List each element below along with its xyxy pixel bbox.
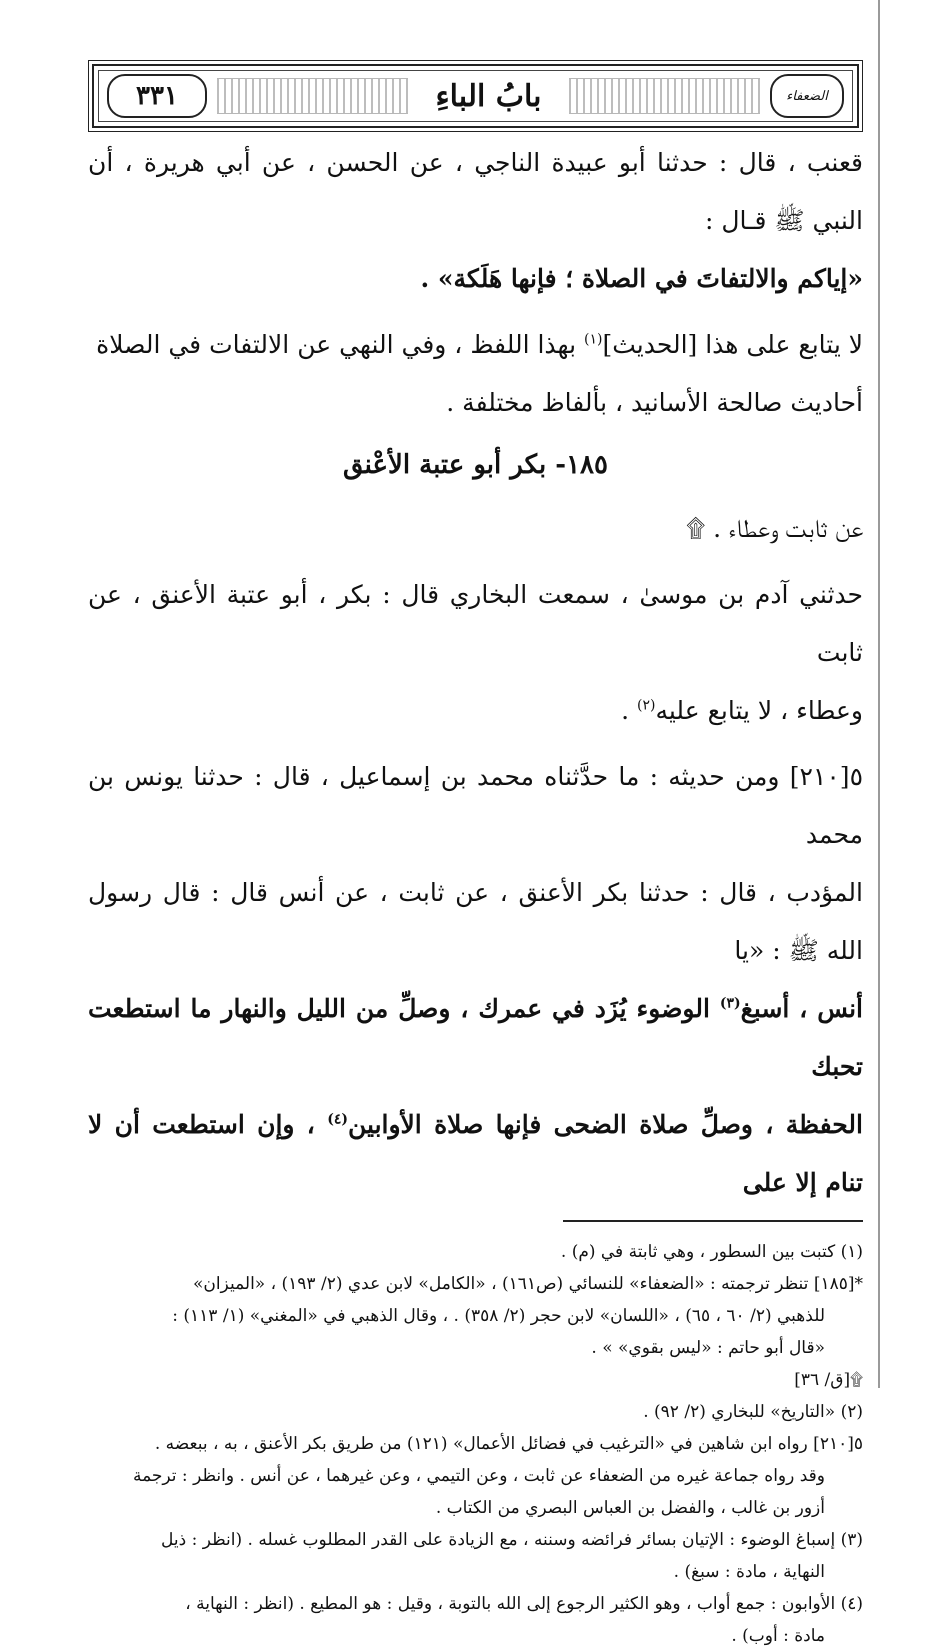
text-line: قعنب ، قال : حدثنا أبو عبيدة الناجي ، عن الحسن ، عن أبي هريرة ، أن النبي ﷺ قـال : <box>88 148 863 235</box>
text-line: عن ثابت وعطاء . ۩ <box>686 514 863 543</box>
footnote: (٢) «التاريخ» للبخاري (٢/ ٩٢) . <box>643 1402 863 1422</box>
hadith-text: الحفظة ، وصلِّ صلاة الضحى فإنها صلاة الأوابين$^{(٤)}$ ، وإن استطعت أن لا تنام إلا على <box>88 1110 863 1197</box>
hadith-text: أنس ، أسبغ$^{(٣)}$ الوضوء يُزَد في عمرك ، وصلِّ من الليل والنهار ما استطعت تحبك <box>88 994 863 1081</box>
page-header <box>92 64 859 128</box>
footnote: (١) كتبت بين السطور ، وهي ثابتة في (م) . <box>560 1242 863 1262</box>
footnote-ref: (٣) <box>719 995 741 1012</box>
footnote-ref: (٢) <box>637 697 656 714</box>
footnote-line: النهاية ، مادة : سبغ) . <box>673 1562 825 1582</box>
main-text <box>88 134 863 1212</box>
footnote-line: للذهبي (٢/ ٦٠ ، ٦٥) ، «اللسان» لابن حجر (٢/ ٣٥٨) . ، وقال الذهبي في «المغني» (١/ ١١٣) : <box>172 1306 825 1326</box>
book-mark-text: الضعفاء <box>786 88 828 104</box>
footnote-line: أزور بن غالب ، والفضل بن العباس البصري من الكتاب . <box>435 1498 825 1518</box>
hadith-text: «إياكم والالتفاتَ في الصلاة ؛ فإنها هَلَكة» . <box>420 264 863 293</box>
text-line: أحاديث صالحة الأسانيد ، بألفاظ مختلفة . <box>446 388 863 417</box>
book-spine-line <box>878 0 880 1388</box>
footnote-ref: (٤) <box>327 1111 348 1128</box>
footnote-line: وقد رواه جماعة غيره من الضعفاء عن ثابت ، وعن التيمي ، وعن غيرهما ، عن أنس . وانظر : ترجمة <box>132 1466 825 1486</box>
book-mark-medallion <box>770 74 844 118</box>
page-number: ٣٣١ <box>107 74 207 118</box>
text-line: ٥[٢١٠] ومن حديثه : ما حدَّثناه محمد بن إسماعيل ، قال : حدثنا يونس بن محمد <box>88 762 863 849</box>
footnotes <box>88 1236 863 1652</box>
footnote-separator <box>563 1220 863 1222</box>
footnote-line: مادة : أوب) . <box>731 1626 825 1646</box>
text-line: لا يتابع على هذا [الحديث]$^{(١)}$ بهذا اللفظ ، وفي النهي عن الالتفات في الصلاة <box>96 330 863 359</box>
footnote: ٥[٢١٠] رواه ابن شاهين في «الترغيب في فضائل الأعمال» (١٢١) من طريق بكر الأعنق ، به ، ببعضه . <box>154 1434 863 1454</box>
text-line: حدثني آدم بن موسىٰ ، سمعت البخاري قال : بكر ، أبو عتبة الأعنق ، عن ثابت <box>88 580 863 667</box>
text-line: وعطاء ، لا يتابع عليه$^{(٢)}$ . <box>621 696 863 725</box>
footnote-line: «قال أبو حاتم : «ليس بقوي» » . <box>591 1338 825 1358</box>
book-page <box>88 60 863 1646</box>
entry-title: ١٨٥- بكر أبو عتبة الأعْنق <box>343 450 608 480</box>
footnote: *[١٨٥] تنظر ترجمته : «الضعفاء» للنسائي (ص١٦١) ، «الكامل» لابن عدي (٢/ ١٩٣) ، «الميزان» <box>192 1274 863 1294</box>
footnote: (٤) الأوابون : جمع أواب ، وهو الكثير الرجوع إلى الله بالتوبة ، وقيل : هو المطيع . (انظر : النهاية ، <box>185 1594 863 1614</box>
chapter-title: بابُ الباءِ <box>435 78 542 114</box>
footnote-ref: (١) <box>583 331 603 348</box>
footnote: ۩[ق/ ٣٦] <box>794 1370 863 1390</box>
footnote: (٣) إسباغ الوضوء : الإتيان بسائر فرائضه وسننه ، مع الزيادة على القدر المطلوب غسله . (انظر : ذيل <box>161 1530 863 1550</box>
header-ornament-left <box>217 78 408 114</box>
text-line: المؤدب ، قال : حدثنا بكر الأعنق ، عن ثابت ، عن أنس قال : قال رسول الله ﷺ : «يا <box>88 878 863 965</box>
header-ornament-right <box>569 78 760 114</box>
